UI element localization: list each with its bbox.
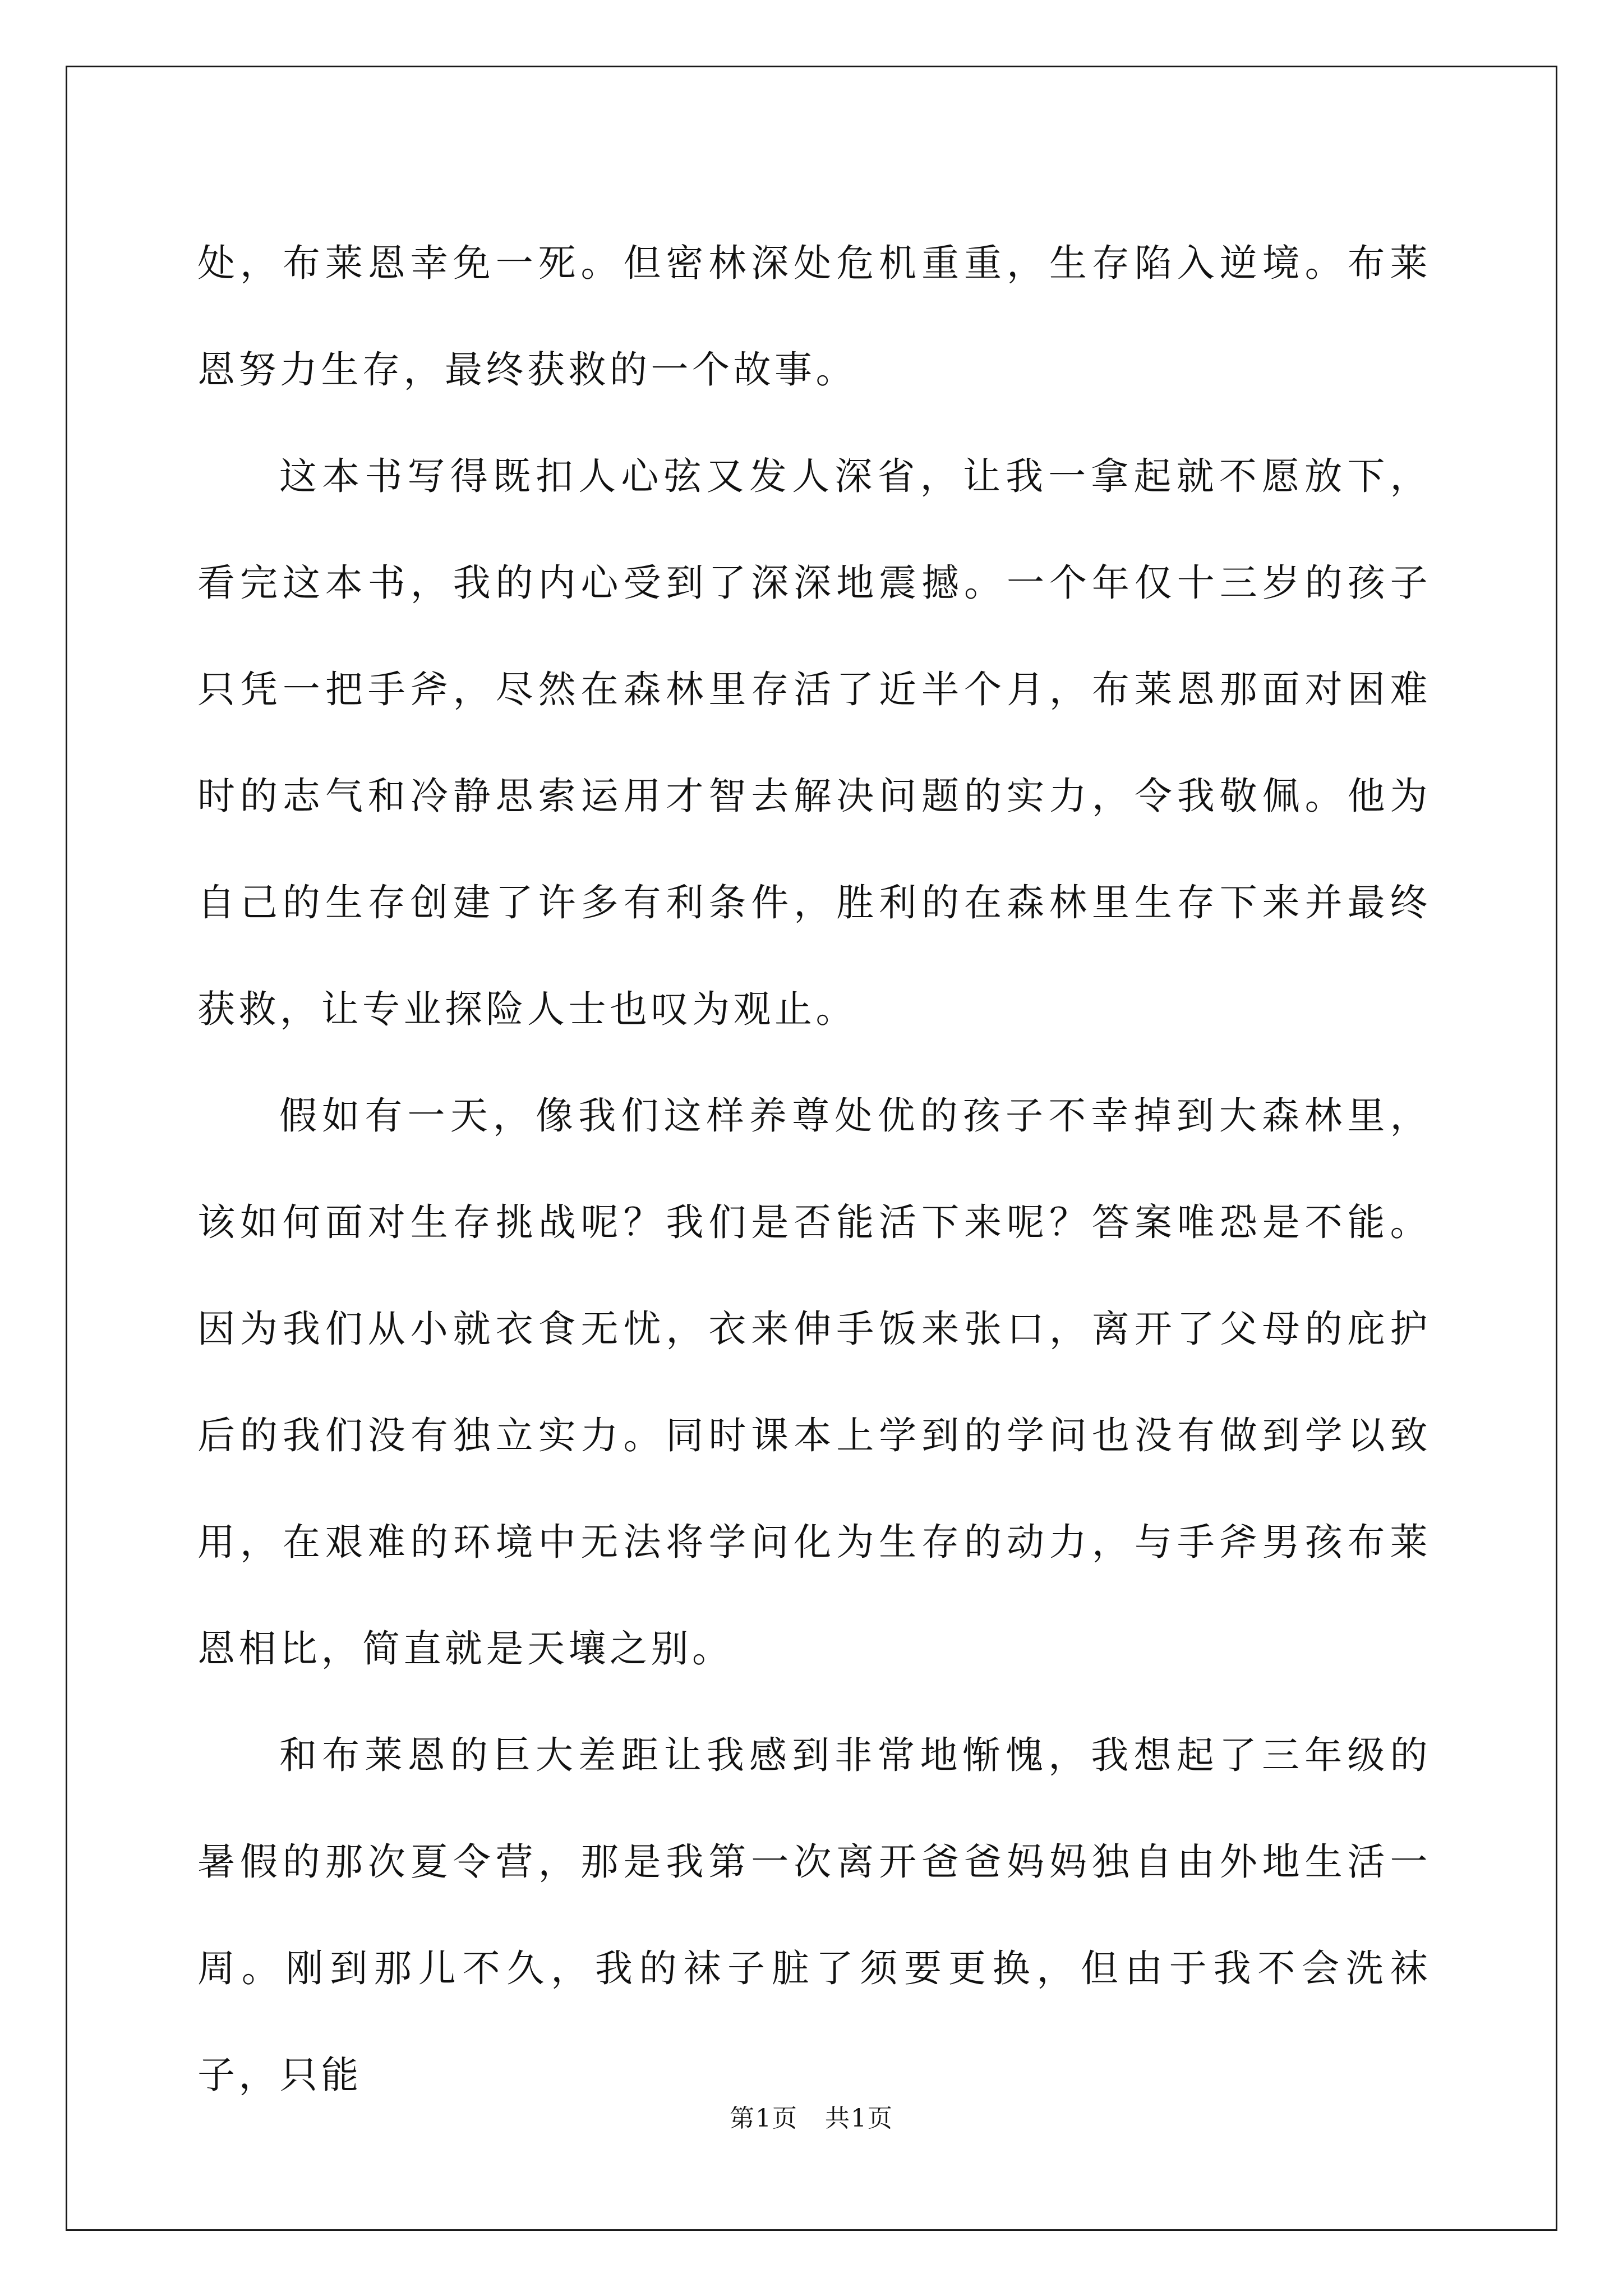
page-number: 第1页 — [730, 2104, 798, 2133]
paragraph-2: 这本书写得既扣人心弦又发人深省，让我一拿起就不愿放下，看完这本书，我的内心受到了深深地震撼。一个年仅十三岁的孩子只凭一把手斧，尽然在森林里存活了近半个月，布莱恩那面对困难时的志气和冷静思索运用才智去解决问题的实力，令我敬佩。他为自己的生存创建了许多有利条件，胜利的在森林里生存下来并最终获救，让专业探险人士也叹为观止。 — [197, 454, 1431, 1031]
document-body — [197, 210, 1431, 2128]
paragraph-3: 假如有一天，像我们这样养尊处优的孩子不幸掉到大森林里，该如何面对生存挑战呢？我们是否能活下来呢？答案唯恐是不能。因为我们从小就衣食无忧，衣来伸手饭来张口，离开了父母的庇护后的我们没有独立实力。同时课本上学到的学问也没有做到学以致用，在艰难的环境中无法将学问化为生存的动力，与手斧男孩布莱恩相比，简直就是天壤之别。 — [197, 1094, 1431, 1671]
page-footer — [0, 2098, 1623, 2134]
paragraph-1: 处，布莱恩幸免一死。但密林深处危机重重，生存陷入逆境。布莱恩努力生存，最终获救的一个故事。 — [197, 241, 1431, 392]
paragraph-4: 和布莱恩的巨大差距让我感到非常地惭愧，我想起了三年级的暑假的那次夏令营，那是我第一次离开爸爸妈妈独自由外地生活一周。刚到那儿不久，我的袜子脏了须要更换，但由于我不会洗袜子，只能 — [197, 1733, 1431, 2097]
page-total: 共1页 — [825, 2104, 893, 2133]
